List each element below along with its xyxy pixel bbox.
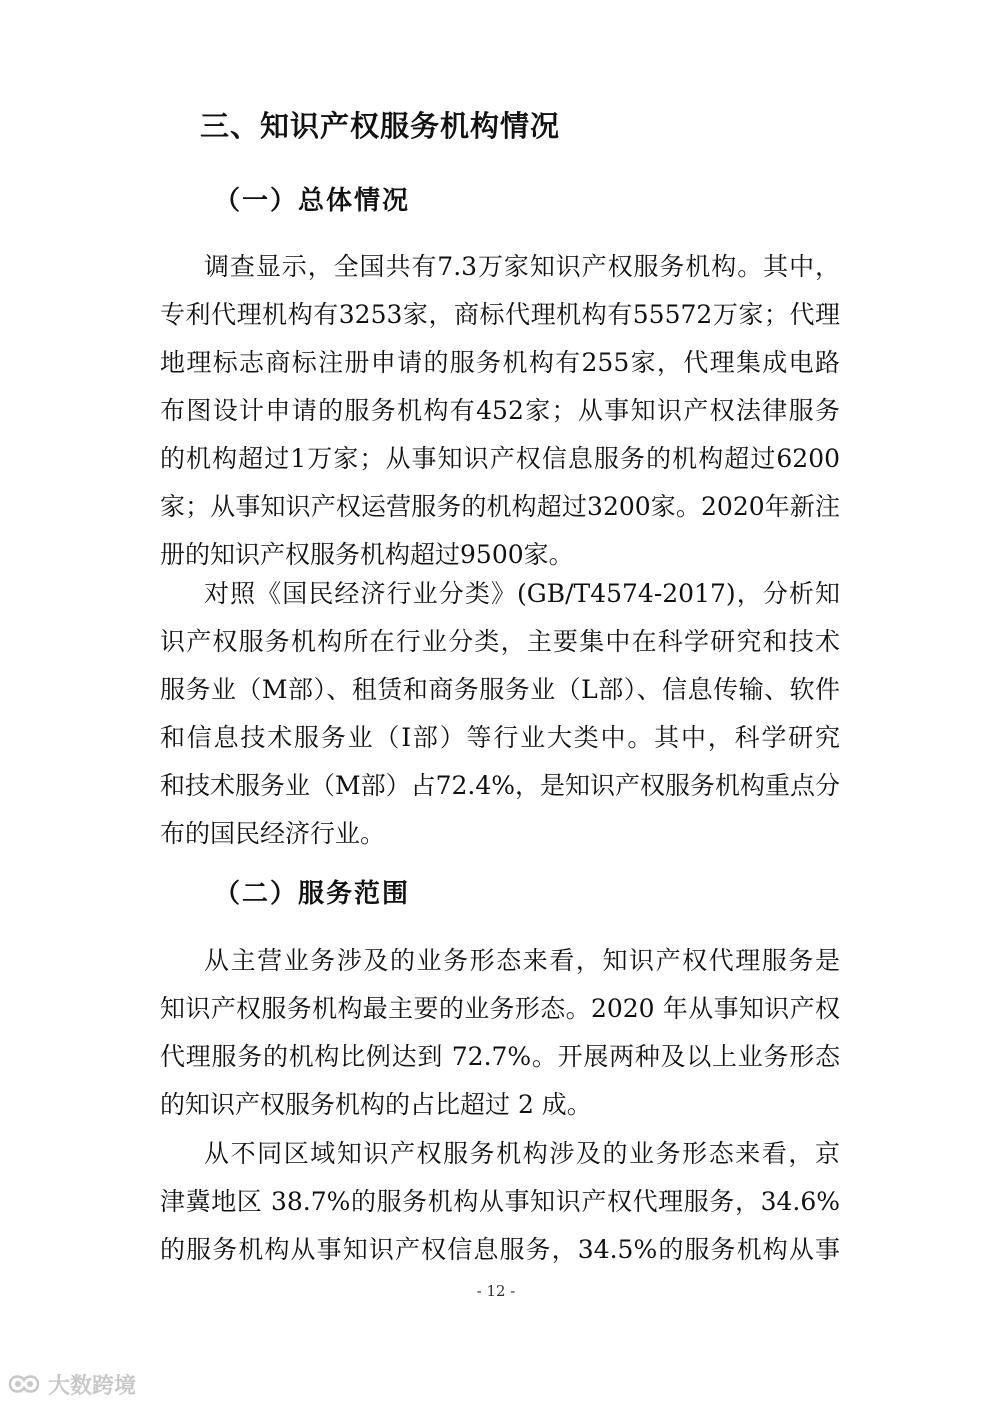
watermark-logo-icon xyxy=(6,1370,42,1398)
paragraph xyxy=(160,937,840,1129)
text-line: 津冀地区 38.7%的服务机构从事知识产权代理服务，34.6% xyxy=(160,1187,840,1216)
text-line: 从主营业务涉及的业务形态来看，知识产权代理服务是 xyxy=(204,946,840,975)
subsection-heading-service-scope: （二）服务范围 xyxy=(214,879,411,909)
text-line: 调查显示，全国共有7.3万家知识产权服务机构。其中， xyxy=(204,252,840,281)
watermark xyxy=(6,1368,136,1400)
text-line: 从不同区域知识产权服务机构涉及的业务形态来看，京 xyxy=(204,1139,840,1168)
text-line: 和信息技术服务业（I部）等行业大类中。其中，科学研究 xyxy=(160,723,840,752)
text-line: 和技术服务业（M部）占72.4%，是知识产权服务机构重点分 xyxy=(160,771,841,800)
page-number: - 12 - xyxy=(476,1282,516,1300)
section-heading: 三、知识产权服务机构情况 xyxy=(200,109,561,143)
text-line: 知识产权服务机构最主要的业务形态。2020 年从事知识产权 xyxy=(160,994,840,1023)
text-line: 的服务机构从事知识产权信息服务，34.5%的服务机构从事 xyxy=(160,1235,840,1264)
text-line: 服务业（M部）、租赁和商务服务业（L部）、信息传输、软件 xyxy=(160,675,840,704)
subsection-heading-overview: （一）总体情况 xyxy=(214,186,411,216)
text-line: 布的国民经济行业。 xyxy=(160,819,386,848)
text-line: 家；从事知识产权运营服务的机构超过3200家。2020年新注 xyxy=(160,492,840,521)
text-line: 地理标志商标注册申请的服务机构有255家，代理集成电路 xyxy=(160,348,840,377)
paragraph xyxy=(160,243,840,579)
text-line: 代理服务的机构比例达到 72.7%。开展两种及以上业务形态 xyxy=(160,1042,840,1071)
text-line: 专利代理机构有3253家，商标代理机构有55572万家；代理 xyxy=(160,300,840,329)
text-line: 的知识产权服务机构的占比超过 2 成。 xyxy=(160,1090,592,1119)
paragraph xyxy=(160,1130,840,1274)
paragraph xyxy=(160,570,840,858)
text-line: 对照《国民经济行业分类》(GB/T4574-2017)，分析知 xyxy=(204,579,840,608)
text-line: 识产权服务机构所在行业分类，主要集中在科学研究和技术 xyxy=(160,627,840,656)
text-line: 布图设计申请的服务机构有452家；从事知识产权法律服务 xyxy=(160,396,840,425)
text-line: 册的知识产权服务机构超过9500家。 xyxy=(160,540,574,569)
watermark-text: 大数跨境 xyxy=(48,1373,137,1399)
text-line: 的机构超过1万家；从事知识产权信息服务的机构超过6200 xyxy=(160,444,840,473)
